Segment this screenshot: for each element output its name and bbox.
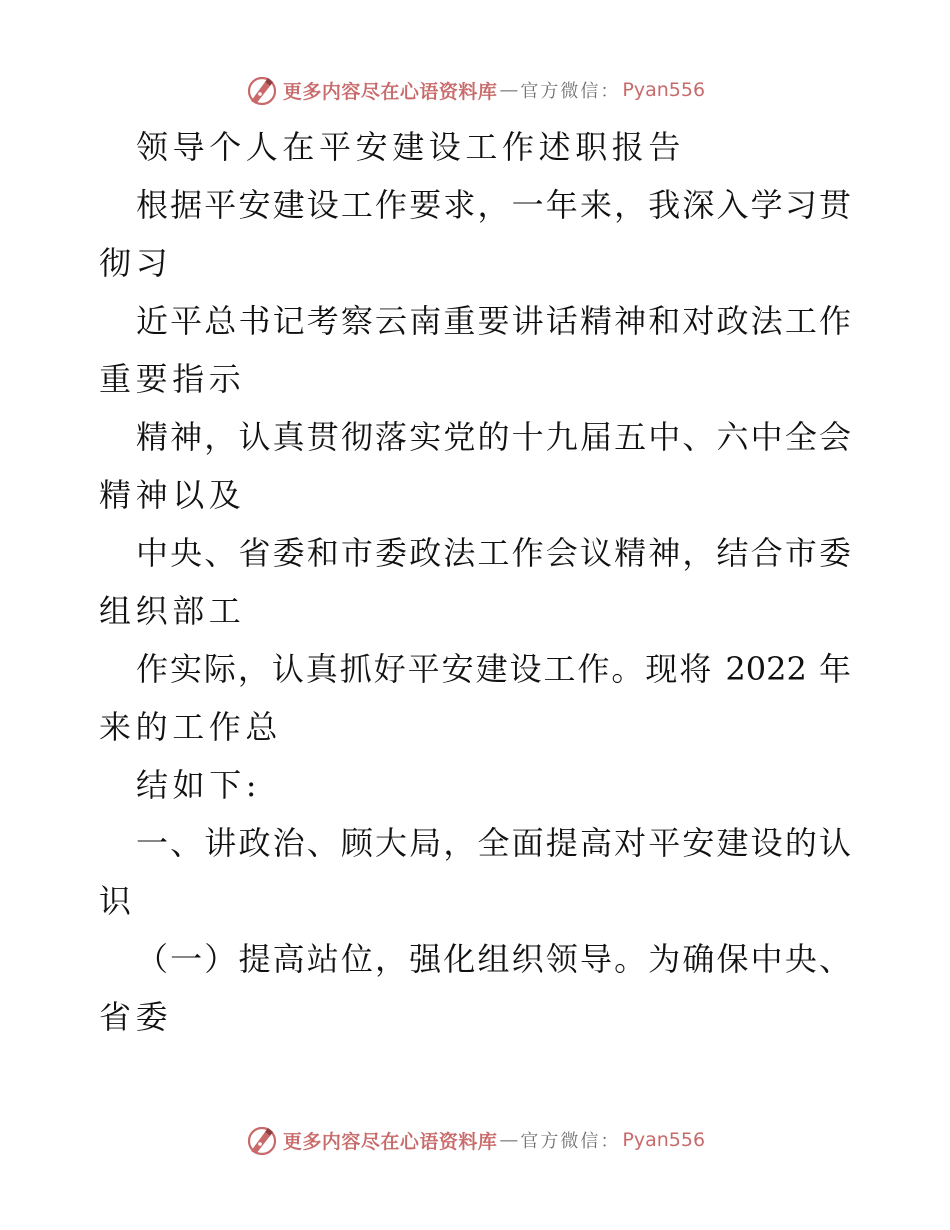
paragraph-line: 根据平安建设工作要求，一年来，我深入学习贯 [136, 186, 851, 224]
paragraph-line: 作实际，认真抓好平安建设工作。现将 2022 年 [136, 650, 851, 688]
paragraph-line: 精神以及 [99, 476, 246, 514]
section-heading: 一、讲政治、顾大局，全面提高对平安建设的认 [136, 824, 851, 862]
banner-wechat-label: 官方微信： [520, 1131, 621, 1152]
banner-main-text: 更多内容尽在心语资料库 [282, 80, 498, 103]
subsection-heading: （一）提高站位，强化组织领导。为确保中央、 [136, 940, 851, 978]
paragraph-line: 精神，认真贯彻落实党的十九届五中、六中全会 [136, 418, 851, 456]
paragraph-line: 省委 [99, 998, 173, 1036]
banner-main-text: 更多内容尽在心语资料库 [282, 1130, 498, 1153]
banner-separator: — [499, 79, 519, 101]
banner-wechat-id: Pyan556 [622, 79, 706, 101]
document-title: 领导个人在平安建设工作述职报告 [136, 128, 686, 166]
document-body [99, 118, 851, 1046]
paragraph-line: 中央、省委和市委政法工作会议精神，结合市委 [136, 534, 851, 572]
paragraph-line: 组织部工 [99, 592, 246, 630]
banner-wechat-label: 官方微信： [520, 81, 621, 102]
paragraph-line: 彻习 [99, 244, 173, 282]
header-banner [0, 70, 950, 110]
pen-logo-icon [245, 1123, 279, 1157]
footer-banner [0, 1120, 950, 1160]
paragraph-line: 结如下: [136, 766, 262, 804]
banner-separator: — [499, 1129, 519, 1151]
pen-logo-icon [245, 73, 279, 107]
section-heading-continued: 识 [99, 882, 136, 920]
paragraph-line: 重要指示 [99, 360, 246, 398]
banner-wechat-id: Pyan556 [622, 1129, 706, 1151]
paragraph-line: 来的工作总 [99, 708, 283, 746]
paragraph-line: 近平总书记考察云南重要讲话精神和对政法工作 [136, 302, 851, 340]
